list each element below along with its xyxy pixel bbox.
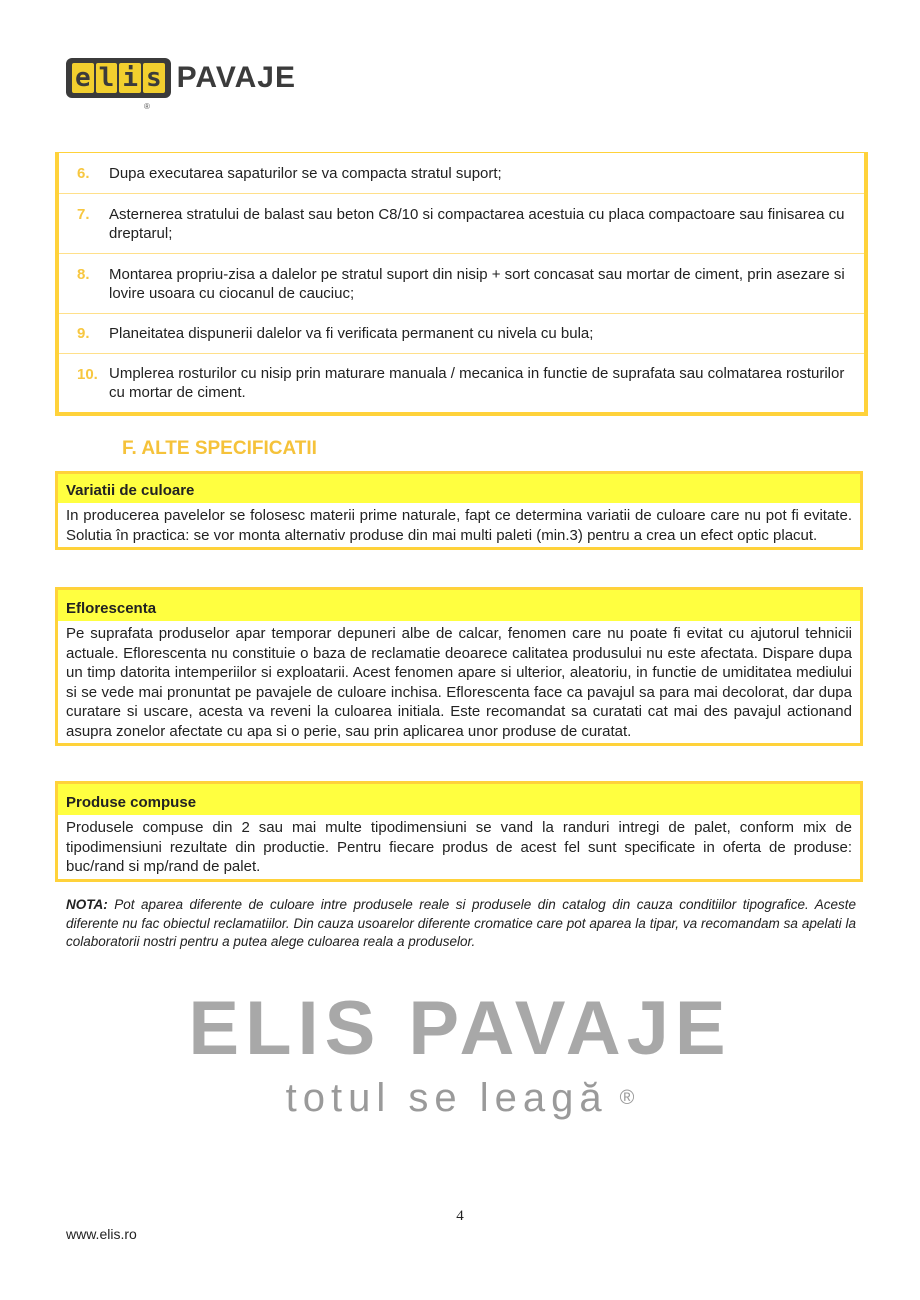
step-text: Dupa executarea sapaturilor se va compacta stratul suport; — [109, 164, 502, 182]
section-title: F. ALTE SPECIFICATII — [122, 438, 317, 459]
box-body: In producerea pavelelor se folosesc materii prime naturale, fapt ce determina variatii de culoare care nu pot fi evitate. Solutia în practica: se vor monta alternativ produse din mai multi paleti (min.3) pentru a crea un efect optic placut. — [66, 507, 852, 544]
list-item — [59, 314, 864, 354]
logo-letter: s — [143, 63, 165, 93]
list-item — [59, 354, 864, 412]
step-number: 6. — [77, 164, 90, 182]
list-item — [59, 254, 864, 314]
step-text: Planeitatea dispunerii dalelor va fi verificata permanent cu nivela cu bula; — [109, 325, 594, 342]
box-body: Produsele compuse din 2 sau mai multe tipodimensiuni se vand la randuri intregi de palet, conform mix de tipodimensiuni rezultate din productie. Pentru fiecare produs de acest fel sunt specificate in oferta de produse: buc/rand si mp/rand de palet. — [66, 819, 852, 875]
nota-text: Pot aparea diferente de culoare intre produsele reale si produsele din catalog din cauza conditiilor tipografice. Aceste diferente nu fac obiectul reclamatiilor. Din cauza usoarelor diferente cromatice care pot aparea la tipar, va recomandam sa apelati la colaboratorii nostri pentru a putea alege culoarea reala a produselor. — [66, 897, 856, 949]
box-body: Pe suprafata produselor apar temporar depuneri albe de calcar, fenomen care nu poate fi evitat cu ajutorul tehnicii actuale. Eflorescenta nu constituie o baza de reclamatie deoarece calitatea produsului nu este afectata. Dispare dupa un timp datorita intemperiilor si exploatarii. Acest fenomen apare si ulterior, aleatoriu, in functie de umiditatea mediului si se vede mai pronuntat pe pavajele de culoare inchisa. Eflorescenta face ca pavajul sa para mai decolorat, dar dupa curatare si uscare, acesta va reveni la culoarea initiala. Este recomandat sa curatati cat mai des pavajul actionand asupra zonelor afectate cu apa si o perie, sau prin aplicarea unor produse de curatat. — [66, 625, 852, 740]
box-title: Variatii de culoare — [58, 474, 860, 503]
watermark-logo: ELIS PAVAJE — [188, 986, 732, 1071]
box-produse-compuse — [55, 781, 863, 882]
watermark — [0, 985, 920, 1185]
steps-list — [55, 152, 868, 416]
box-title: Produse compuse — [58, 784, 860, 815]
step-number: 10. — [77, 366, 98, 383]
logo-text: PAVAJE — [176, 61, 296, 94]
box-variatii-culoare — [55, 471, 863, 550]
logo-letter: l — [96, 63, 118, 93]
step-text: Asternerea stratului de balast sau beton C8/10 si compactarea acestuia cu placa compactoare sau finisarea cu dreptarul; — [109, 205, 845, 242]
logo-letter: e — [72, 63, 94, 93]
step-number: 8. — [77, 266, 90, 283]
watermark-registered-mark: ® — [619, 1087, 635, 1109]
elis-pavaje-logo — [66, 58, 296, 111]
nota-paragraph — [66, 896, 856, 952]
box-title: Eflorescenta — [58, 590, 860, 621]
footer-website: www.elis.ro — [66, 1226, 137, 1242]
logo-letter: i — [119, 63, 141, 93]
step-text: Montarea propriu-zisa a dalelor pe stratul suport din nisip + sort concasat sau mortar de ciment, prin asezare si lovire usoara cu ciocanul de cauciuc; — [109, 265, 845, 302]
step-number: 9. — [77, 325, 90, 342]
step-number: 7. — [77, 206, 90, 223]
logo-mark — [66, 58, 171, 98]
nota-label: NOTA: — [66, 897, 108, 912]
list-item — [59, 153, 864, 194]
box-eflorescenta — [55, 587, 863, 746]
list-item — [59, 194, 864, 254]
watermark-tagline: totul se leagă — [285, 1076, 608, 1120]
registered-mark: ® — [144, 102, 150, 111]
page-number: 4 — [456, 1208, 464, 1224]
step-text: Umplerea rosturilor cu nisip prin maturare manuala / mecanica in functie de suprafata sau colmatarea rosturilor cu mortar de ciment. — [109, 365, 845, 401]
